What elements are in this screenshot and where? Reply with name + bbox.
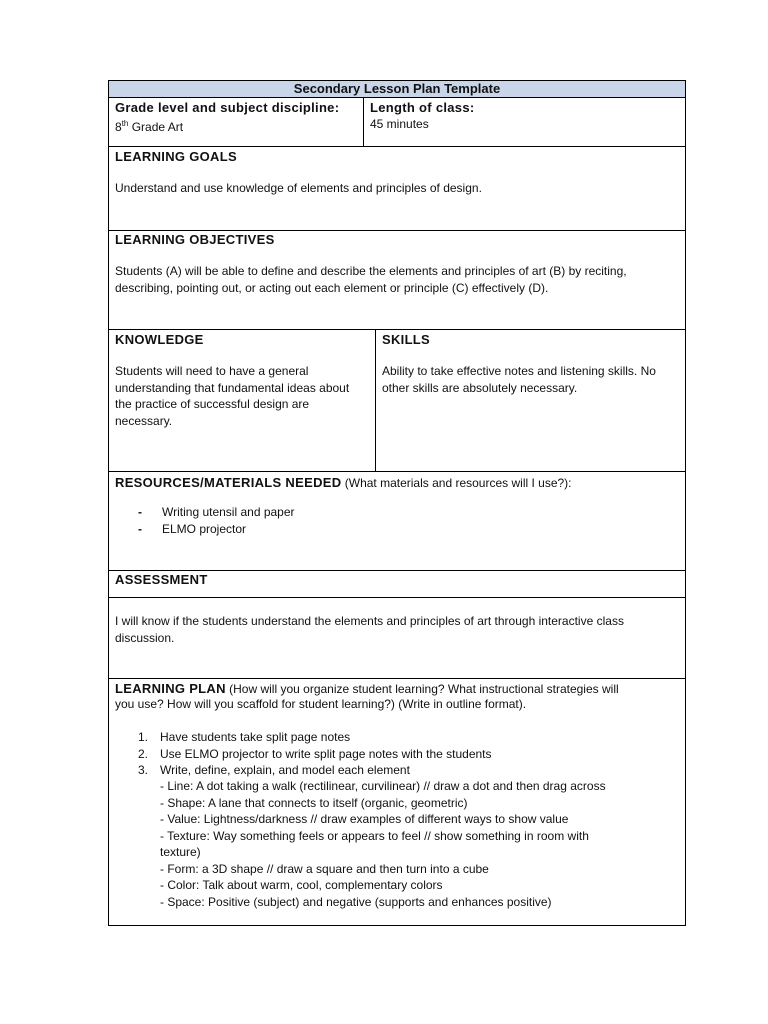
resources-label: RESOURCES/MATERIALS NEEDED — [115, 475, 342, 490]
assessment-line-1: I will know if the students understand the elements and principles of art through interactive class — [115, 614, 624, 628]
knowledge-label: KNOWLEDGE — [115, 332, 204, 347]
objectives-line-1: Students (A) will be able to define and describe the elements and principles of art (B) by reciting, — [115, 264, 627, 278]
goals-section — [108, 146, 686, 231]
list-item: - Line: A dot taking a walk (rectilinear, curvilinear) // draw a dot and then drag across — [160, 779, 606, 793]
goals-label: LEARNING GOALS — [115, 149, 237, 164]
list-item: - Value: Lightness/darkness // draw examples of different ways to show value — [160, 812, 569, 826]
goals-text: Understand and use knowledge of elements and principles of design. — [115, 181, 482, 195]
grade-cell — [108, 97, 364, 147]
length-cell — [363, 97, 686, 147]
length-value: 45 minutes — [370, 117, 429, 131]
list-item: - Writing utensil and paper — [138, 504, 295, 521]
list-item: 2. Use ELMO projector to write split page notes with the students — [138, 746, 492, 761]
plan-prompt-line-1: (How will you organize student learning? What instructional strategies will — [225, 682, 619, 696]
grade-label: Grade level and subject discipline: — [115, 100, 340, 115]
objectives-line-2: describing, pointing out, or acting out each element or principle (C) effectively (D). — [115, 281, 549, 295]
list-item: - Color: Talk about warm, cool, complementary colors — [160, 878, 443, 892]
list-item: - Shape: A lane that connects to itself (organic, geometric) — [160, 795, 468, 810]
list-item: - Space: Positive (subject) and negative (supports and enhances positive) — [160, 894, 552, 909]
list-item: - ELMO projector — [138, 521, 295, 538]
skills-section — [375, 329, 686, 472]
skills-label: SKILLS — [382, 332, 431, 347]
list-item: - Form: a 3D shape // draw a square and then turn into a cube — [160, 861, 489, 876]
resources-heading — [115, 474, 572, 492]
plan-steps — [138, 729, 492, 779]
plan-section — [108, 678, 686, 926]
plan-label: LEARNING PLAN — [115, 681, 226, 696]
assessment-label: ASSESSMENT — [115, 572, 208, 587]
plan-prompt-line-2: you use? How will you scaffold for student learning?) (Write in outline format). — [115, 697, 527, 711]
list-item: texture) — [160, 845, 201, 859]
objectives-label: LEARNING OBJECTIVES — [115, 232, 275, 247]
element-list — [160, 778, 606, 910]
knowledge-text: Students will need to have a general understanding that fundamental ideas about the practice of successful design are necessary. — [115, 364, 350, 428]
assessment-section — [108, 597, 686, 679]
grade-value: 8th Grade Art — [115, 119, 184, 134]
length-label: Length of class: — [370, 100, 475, 115]
template-title: Secondary Lesson Plan Template — [108, 80, 686, 98]
skills-text: Ability to take effective notes and listening skills. No other skills are absolutely necessary. — [382, 364, 656, 395]
list-item: 1. Have students take split page notes — [138, 730, 351, 744]
knowledge-section — [108, 329, 376, 472]
list-item: - Texture: Way something feels or appears to feel // show something in room with — [160, 828, 589, 843]
assessment-line-2: discussion. — [115, 631, 175, 645]
objectives-section — [108, 230, 686, 330]
list-item: 3. Write, define, explain, and model each element — [138, 763, 410, 777]
resources-section — [108, 471, 686, 571]
assessment-header — [108, 570, 686, 598]
resources-list — [138, 504, 295, 537]
resources-prompt: (What materials and resources will I use?): — [341, 476, 572, 490]
